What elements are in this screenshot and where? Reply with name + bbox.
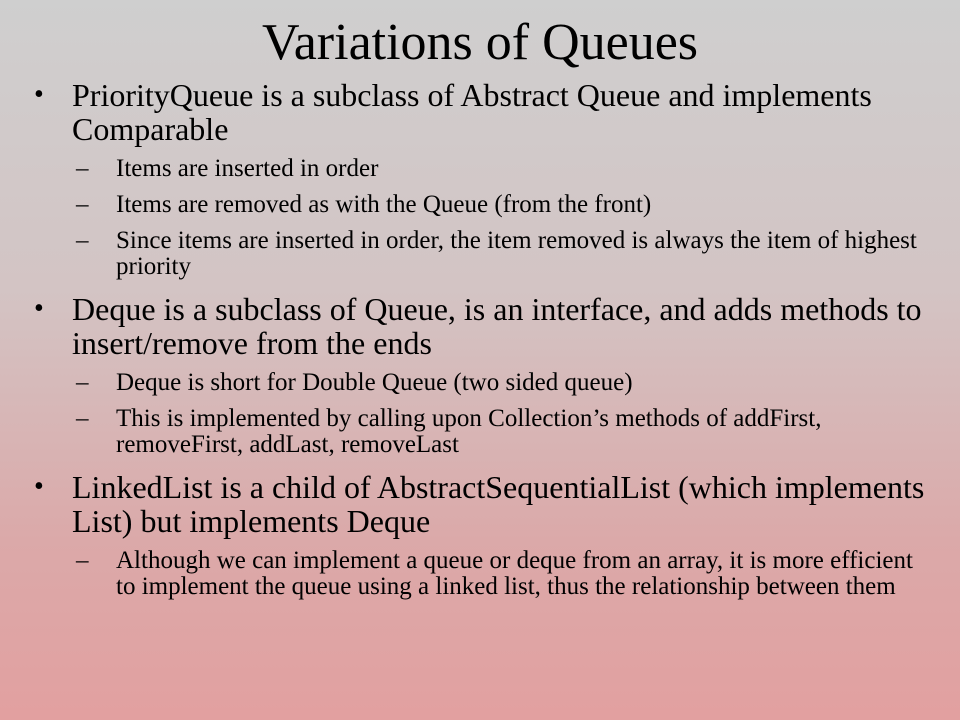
bullet-text: LinkedList is a child of AbstractSequentialList (which implements List) but implements Deque <box>72 469 925 539</box>
bullet-text: Deque is a subclass of Queue, is an interface, and adds methods to insert/remove from the ends <box>72 291 922 361</box>
dash-marker: – <box>76 547 89 574</box>
bullet-text: PriorityQueue is a subclass of Abstract Queue and implements Comparable <box>72 77 872 147</box>
sub-item-text: Deque is short for Double Queue (two sided queue) <box>116 369 633 396</box>
sub-item <box>34 228 934 280</box>
sub-item <box>34 156 934 182</box>
sub-item-text: Since items are inserted in order, the item removed is always the item of highest priority <box>116 227 917 280</box>
bullet-priorityqueue <box>34 78 934 146</box>
dash-marker: – <box>76 227 89 254</box>
sub-item <box>34 192 934 218</box>
bullet-deque <box>34 292 934 360</box>
sub-list-deque <box>34 370 934 458</box>
bullet-marker: • <box>34 471 44 502</box>
bullet-marker: • <box>34 79 44 110</box>
sub-item-text: Items are removed as with the Queue (from the front) <box>116 191 652 218</box>
sub-item <box>34 370 934 396</box>
sub-item-text: Items are inserted in order <box>116 155 379 182</box>
sub-list-linkedlist <box>34 548 934 600</box>
bullet-marker: • <box>34 293 44 324</box>
dash-marker: – <box>76 369 89 396</box>
sub-item <box>34 406 934 458</box>
dash-marker: – <box>76 191 89 218</box>
bullet-linkedlist <box>34 470 934 538</box>
dash-marker: – <box>76 155 89 182</box>
sub-list-priorityqueue <box>34 156 934 280</box>
sub-item <box>34 548 934 600</box>
slide-content <box>34 78 934 612</box>
sub-item-text: This is implemented by calling upon Collection’s methods of addFirst, removeFirst, addLast, removeLast <box>116 405 822 458</box>
dash-marker: – <box>76 405 89 432</box>
sub-item-text: Although we can implement a queue or deque from an array, it is more efficient to implement the queue using a linked list, thus the relationship between them <box>116 547 913 600</box>
slide-title: Variations of Queues <box>261 14 699 71</box>
